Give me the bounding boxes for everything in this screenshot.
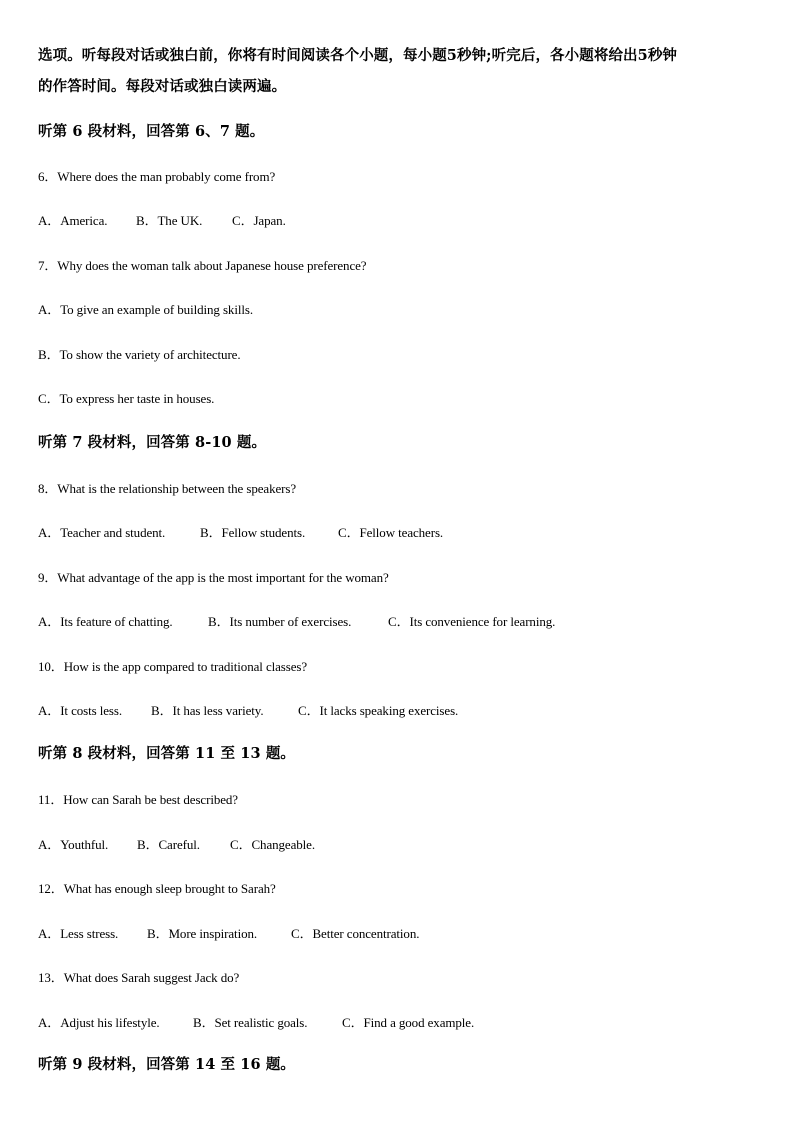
option-b: B．Set realistic goals.: [193, 1015, 308, 1030]
question-13: 13．What does Sarah suggest Jack do?: [38, 970, 240, 985]
question-11-options: [38, 834, 315, 853]
question-7-option-b: B．To show the variety of architecture.: [38, 347, 241, 362]
question-7-option-c: C．To express her taste in houses.: [38, 391, 215, 406]
question-7-option-a: A．To give an example of building skills.: [38, 302, 253, 317]
option-b: B．It has less variety.: [151, 703, 264, 718]
section-heading-8: 听第 8 段材料，回答第 11 至 13 题。: [38, 745, 296, 762]
instructions-line-1: 选项。听每段对话或独白前，你将有时间阅读各个小题，每小题5秒钟;听完后，各小题将给出5秒钟: [38, 47, 678, 64]
option-c: C．Find a good example.: [342, 1015, 475, 1030]
question-6-options: [38, 210, 286, 229]
option-c: C．Japan.: [232, 213, 286, 228]
option-a: A．Its feature of chatting.: [38, 614, 173, 629]
option-a: A．America.: [38, 213, 108, 228]
section-heading-9: 听第 9 段材料，回答第 14 至 16 题。: [38, 1056, 296, 1073]
option-a: A．Less stress.: [38, 926, 119, 941]
option-c: C．Better concentration.: [291, 926, 420, 941]
option-a: A．Teacher and student.: [38, 525, 166, 540]
instructions-line-2: 的作答时间。每段对话或独白读两遍。: [38, 78, 287, 95]
option-b: B．More inspiration.: [147, 926, 258, 941]
section-heading-7: 听第 7 段材料，回答第 8-10 题。: [38, 434, 267, 451]
question-13-options: [38, 1012, 474, 1031]
option-b: B．Its number of exercises.: [208, 614, 352, 629]
option-b: B．Careful.: [137, 837, 200, 852]
question-9: 9．What advantage of the app is the most important for the woman?: [38, 570, 389, 585]
question-6: 6．Where does the man probably come from?: [38, 169, 276, 184]
question-12-options: [38, 923, 419, 942]
question-11: 11．How can Sarah be best described?: [38, 792, 238, 807]
option-b: B．The UK.: [136, 213, 203, 228]
question-10: 10．How is the app compared to traditional classes?: [38, 659, 308, 674]
question-7: 7．Why does the woman talk about Japanese house preference?: [38, 258, 367, 273]
section-heading-6: 听第 6 段材料，回答第 6、7 题。: [38, 123, 265, 140]
option-c: C．Its convenience for learning.: [388, 614, 556, 629]
option-a: A．Youthful.: [38, 837, 109, 852]
option-c: C．Fellow teachers.: [338, 525, 444, 540]
option-c: C．Changeable.: [230, 837, 315, 852]
question-10-options: [38, 700, 458, 719]
option-a: A．It costs less.: [38, 703, 122, 718]
option-a: A．Adjust his lifestyle.: [38, 1015, 160, 1030]
option-b: B．Fellow students.: [200, 525, 306, 540]
question-12: 12．What has enough sleep brought to Sarah?: [38, 881, 276, 896]
question-9-options: [38, 611, 555, 630]
question-8: 8．What is the relationship between the speakers?: [38, 481, 296, 496]
question-8-options: [38, 522, 443, 541]
option-c: C．It lacks speaking exercises.: [298, 703, 459, 718]
